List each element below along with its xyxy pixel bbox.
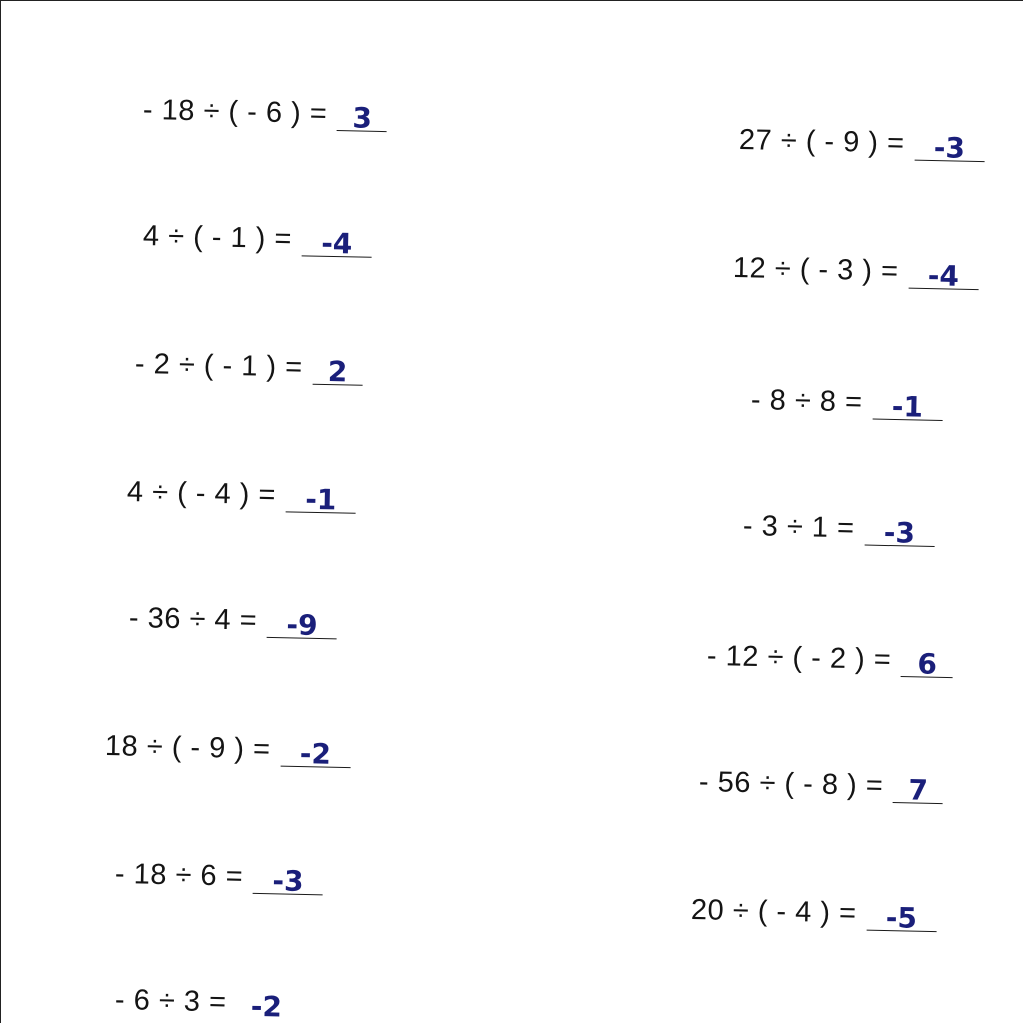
handwritten-answer: -5 [885, 901, 918, 935]
problem-left-5 [128, 601, 338, 642]
handwritten-answer: -3 [272, 864, 304, 898]
handwritten-answer: -4 [320, 226, 353, 261]
answer-blank [872, 386, 943, 424]
problem-right-1 [738, 123, 985, 165]
answer-blank [866, 897, 937, 935]
problem-expression: - 2 ÷ ( - 1 ) = [134, 348, 303, 384]
answer-blank [908, 255, 979, 293]
problem-left-1 [142, 93, 388, 135]
handwritten-answer: 7 [908, 773, 929, 807]
problem-expression: 12 ÷ ( - 3 ) = [732, 252, 899, 288]
problem-expression: - 3 ÷ 1 = [742, 510, 855, 545]
answer-blank [914, 127, 985, 165]
handwritten-answer: -4 [927, 259, 960, 293]
problem-expression: 4 ÷ ( - 1 ) = [142, 220, 293, 256]
problem-right-6 [698, 765, 944, 807]
answer-blank [893, 769, 944, 807]
problem-expression: - 6 ÷ 3 = [114, 984, 227, 1019]
answer-blank [302, 222, 373, 261]
problem-expression: 4 ÷ ( - 4 ) = [126, 476, 277, 512]
handwritten-answer: -2 [250, 989, 283, 1023]
answer-blank [236, 986, 297, 1021]
problem-expression: - 12 ÷ ( - 2 ) = [706, 640, 892, 676]
problem-right-3 [750, 383, 943, 424]
answer-blank [901, 643, 954, 681]
handwritten-answer: -2 [299, 737, 332, 771]
problem-right-7 [690, 893, 937, 935]
handwritten-answer: -3 [933, 131, 966, 165]
problem-right-4 [742, 509, 935, 550]
answer-blank [253, 860, 324, 898]
problem-left-6 [104, 729, 351, 771]
handwritten-answer: 2 [327, 355, 348, 389]
answer-blank [337, 97, 388, 135]
answer-blank [312, 351, 363, 389]
problem-left-3 [134, 347, 363, 389]
problem-expression: - 18 ÷ ( - 6 ) = [142, 94, 328, 130]
problem-left-8 [115, 983, 297, 1021]
problem-left-4 [126, 475, 357, 517]
answer-blank [267, 604, 338, 642]
problem-right-2 [732, 251, 979, 293]
problem-expression: 20 ÷ ( - 4 ) = [690, 894, 857, 930]
handwritten-answer: 6 [917, 647, 938, 681]
problem-expression: 18 ÷ ( - 9 ) = [104, 730, 271, 766]
problem-expression: - 8 ÷ 8 = [750, 384, 863, 419]
handwritten-answer: -1 [304, 482, 337, 517]
problem-left-7 [114, 857, 324, 898]
handwritten-answer: -9 [286, 608, 318, 642]
problem-expression: - 56 ÷ ( - 8 ) = [698, 766, 884, 802]
handwritten-answer: -1 [891, 389, 924, 424]
answer-blank [286, 478, 357, 517]
problem-left-2 [142, 219, 373, 261]
problem-expression: 27 ÷ ( - 9 ) = [738, 124, 905, 160]
problem-expression: - 18 ÷ 6 = [114, 858, 244, 893]
handwritten-answer: -3 [883, 515, 916, 550]
answer-blank [280, 733, 351, 771]
handwritten-answer: 3 [352, 101, 373, 135]
problem-expression: - 36 ÷ 4 = [128, 602, 258, 637]
problem-right-5 [706, 639, 954, 681]
answer-blank [864, 512, 935, 550]
